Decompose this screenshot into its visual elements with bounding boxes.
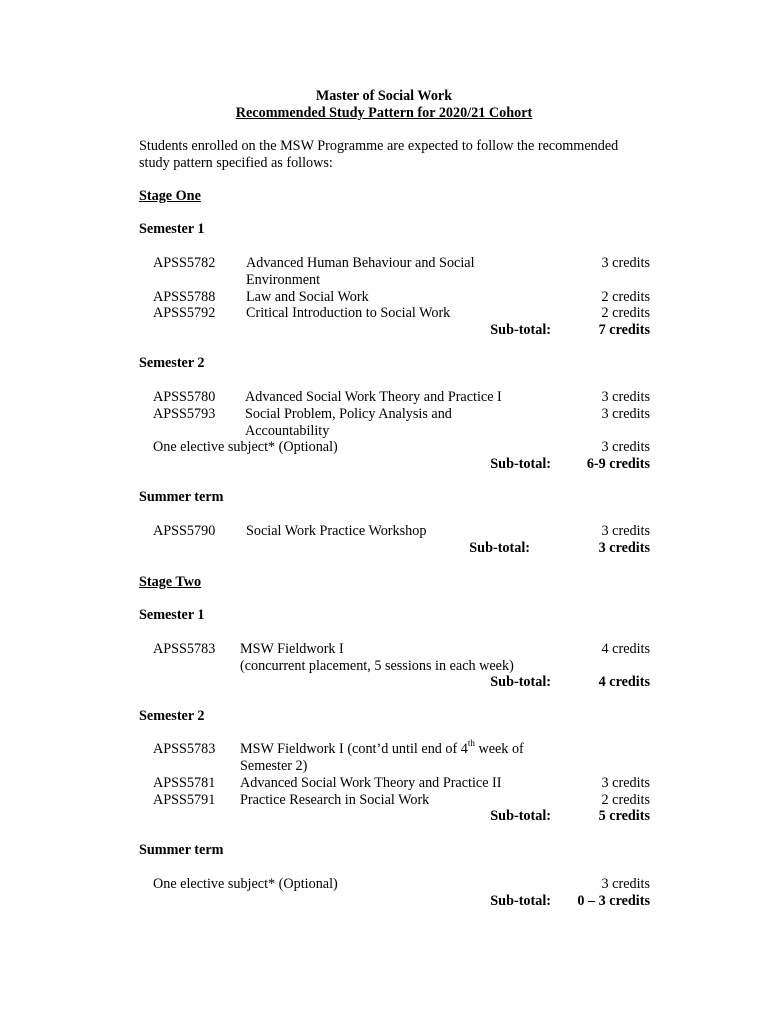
- course-code: APSS5781: [153, 775, 216, 791]
- course-credits: 2 credits: [601, 792, 650, 808]
- subtotal-value: 0 – 3 credits: [577, 893, 650, 909]
- course-title-cont: Environment: [246, 272, 321, 288]
- stage-two-heading: Stage Two: [139, 574, 202, 590]
- subtotal-value: 3 credits: [598, 540, 650, 556]
- course-title: Social Work Practice Workshop: [246, 523, 427, 539]
- course-credits: 2 credits: [601, 289, 650, 305]
- stage-one-heading: Stage One: [139, 188, 201, 204]
- course-credits: 3 credits: [601, 389, 650, 405]
- subtotal-label: Sub-total:: [490, 893, 551, 909]
- subtotal-label: Sub-total:: [490, 456, 551, 472]
- course-credits: 4 credits: [601, 641, 650, 657]
- subtotal-label: Sub-total:: [469, 540, 530, 556]
- course-title: Social Problem, Policy Analysis and: [245, 406, 452, 422]
- course-title: Advanced Social Work Theory and Practice I: [245, 389, 502, 405]
- course-code: APSS5790: [153, 523, 216, 539]
- course-title: MSW Fieldwork I: [240, 641, 344, 657]
- course-code: APSS5783: [153, 641, 216, 657]
- subtotal-label: Sub-total:: [490, 322, 551, 338]
- course-code: APSS5791: [153, 792, 216, 808]
- course-title: Practice Research in Social Work: [240, 792, 430, 808]
- subtotal-value: 4 credits: [598, 674, 650, 690]
- course-credits: 3 credits: [601, 523, 650, 539]
- course-title-cont: Accountability: [245, 423, 330, 439]
- course-code: APSS5782: [153, 255, 216, 271]
- intro-line-2: study pattern specified as follows:: [139, 155, 333, 171]
- course-code: APSS5780: [153, 389, 216, 405]
- stage1-semester1-heading: Semester 1: [139, 221, 205, 237]
- course-title: MSW Fieldwork I (cont’d until end of 4th week of: [240, 738, 524, 757]
- elective-label: One elective subject* (Optional): [153, 876, 338, 892]
- course-title-cont: Semester 2): [240, 758, 308, 774]
- subtotal-label: Sub-total:: [490, 808, 551, 824]
- course-credits: 3 credits: [601, 255, 650, 271]
- elective-label: One elective subject* (Optional): [153, 439, 338, 455]
- course-code: APSS5788: [153, 289, 216, 305]
- course-title: Advanced Human Behaviour and Social: [246, 255, 475, 271]
- stage1-semester2-heading: Semester 2: [139, 355, 205, 371]
- subtotal-label: Sub-total:: [490, 674, 551, 690]
- intro-line-1: Students enrolled on the MSW Programme are expected to follow the recommended: [139, 138, 619, 154]
- subtotal-value: 5 credits: [598, 808, 650, 824]
- subtotal-value: 7 credits: [598, 322, 650, 338]
- course-code: APSS5783: [153, 741, 216, 757]
- stage2-semester2-heading: Semester 2: [139, 708, 205, 724]
- course-credits: 2 credits: [601, 305, 650, 321]
- subtotal-value: 6-9 credits: [586, 456, 650, 472]
- document-title: Master of Social Work: [315, 88, 453, 104]
- course-code: APSS5793: [153, 406, 216, 422]
- course-code: APSS5792: [153, 305, 216, 321]
- elective-credits: 3 credits: [601, 439, 650, 455]
- course-credits: 3 credits: [601, 406, 650, 422]
- course-title-cont: (concurrent placement, 5 sessions in each week): [240, 658, 514, 674]
- course-title: Advanced Social Work Theory and Practice II: [240, 775, 502, 791]
- course-title: Law and Social Work: [246, 289, 369, 305]
- course-title: Critical Introduction to Social Work: [246, 305, 451, 321]
- stage1-summer-heading: Summer term: [139, 489, 224, 505]
- course-credits: 3 credits: [601, 775, 650, 791]
- stage2-summer-heading: Summer term: [139, 842, 224, 858]
- document-subtitle: Recommended Study Pattern for 2020/21 Cohort: [235, 105, 533, 121]
- stage2-semester1-heading: Semester 1: [139, 607, 205, 623]
- elective-credits: 3 credits: [601, 876, 650, 892]
